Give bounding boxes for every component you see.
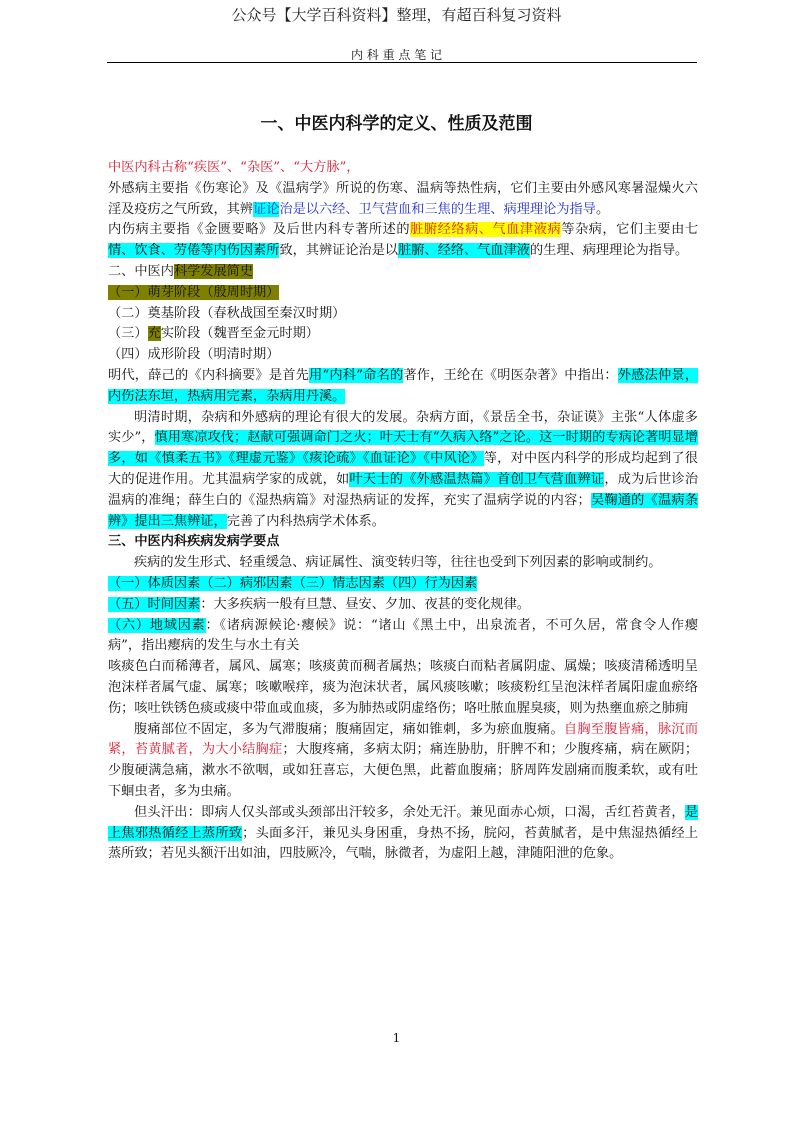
text-run: 著作，王纶在《明医杂著》中指出： bbox=[403, 367, 618, 383]
paragraph bbox=[108, 553, 698, 574]
paragraph bbox=[108, 179, 698, 221]
highlighted-text: 情、饮食、劳倦等内伤因素所 bbox=[108, 243, 280, 259]
text-run: ；头面多汗，兼见头身困重，身热不扬，脘闷，苔黄腻者，是中焦湿热循经上蒸所致；若见头额汗出如油，四肢厥冷，气喘，脉微者，为虚阳上越，津随阳泄的危象。 bbox=[108, 825, 699, 862]
highlighted-text: 脏腑、经络、气血津液 bbox=[398, 243, 530, 259]
paragraph bbox=[108, 366, 698, 408]
highlighted-text: （五）时间因素 bbox=[108, 596, 201, 612]
paragraph bbox=[108, 324, 698, 345]
text-run: 但头汗出：即病人仅头部或头颈部出汗较多，余处无汗。兼见面赤心烦，口渴，舌红苔黄者， bbox=[134, 804, 685, 820]
highlighted-text: 自胸至腹皆痛，脉沉而紧，苔黄腻者，为大小结胸症 bbox=[108, 721, 699, 758]
text-run: 实阶段（魏晋至金元时期） bbox=[160, 326, 319, 342]
highlighted-text: 三、中医内科疾病发病学要点 bbox=[108, 534, 280, 550]
highlighted-text: 是上焦邪热循经上蒸所致 bbox=[108, 804, 698, 841]
highlighted-text: 慎用寒凉攻伐；赵献可强调命门之火；叶天士有“久病入络”之论。这一时期的专病论著明显增多，如《慎柔五书》《理虚元鉴》《痎论疏》《血证论》《中风论》 bbox=[108, 430, 698, 467]
paragraph bbox=[108, 262, 698, 283]
text-run: 腹痛部位不固定，多为气滞腹痛；腹痛固定，痛如锥刺，多为瘀血腹痛。 bbox=[134, 721, 564, 737]
paragraph bbox=[108, 720, 698, 803]
paragraph bbox=[108, 532, 698, 553]
text-run: 二、中医内 bbox=[108, 263, 174, 279]
highlighted-text: 治是以六经、卫气营血和三焦的生理、病理理论为指导 bbox=[279, 201, 596, 217]
highlighted-text: （一）体质因素（二）病邪因素（三）情志因素（四）行为因素 bbox=[108, 575, 478, 591]
paragraph bbox=[108, 408, 698, 533]
text-run: ；大腹疼痛，多病太阴；痛连胁肋，肝脾不和；少腹疼痛，病在厥阴；少腹硬满急痛，漱水不欲咽，或如狂喜忘，大便色黑，此蓄血腹痛；脐周阵发剧痛而腹柔软，或有吐下蛔虫者，多为虫痛。 bbox=[108, 742, 699, 799]
document-body bbox=[108, 158, 698, 865]
top-banner: 公众号【大学百科资料】整理，有超百科复习资料 bbox=[231, 6, 562, 24]
text-run: （三） bbox=[108, 326, 148, 342]
text-run: 完善了内科热病学术体系。 bbox=[226, 513, 385, 529]
header-rule bbox=[107, 62, 697, 63]
text-run: 的生理、病理理论为指导。 bbox=[530, 243, 689, 259]
text-run: （二）奠基阶段（春秋战国至秦汉时期） bbox=[108, 305, 346, 321]
text-run: （四）成形阶段（明清时期） bbox=[108, 347, 280, 363]
text-run: 。 bbox=[595, 201, 610, 217]
page-title: 一、中医内科学的定义、性质及范围 bbox=[260, 114, 533, 134]
text-run: 内伤病主要指《金匮要略》及后世内科专著所述的 bbox=[108, 222, 411, 238]
paragraph bbox=[108, 220, 698, 262]
text-run: ：大多疾病一般有旦慧、昼安、夕加、夜甚的变化规律。 bbox=[200, 596, 530, 612]
paragraph bbox=[108, 574, 698, 595]
highlighted-text: （六）地域因素 bbox=[108, 617, 206, 633]
text-run: 疾病的发生形式、轻重缓急、病证属性、演变转归等，往往也受到下列因素的影响或制约。 bbox=[134, 555, 662, 571]
highlighted-text: 充 bbox=[147, 326, 161, 342]
highlighted-text: 外感法仲景，内伤法东垣，热病用完素，杂病用丹溪。 bbox=[108, 367, 699, 404]
text-run: 咳痰色白而稀薄者，属风、属寒；咳痰黄而稠者属热；咳痰白而粘者属阴虚、属燥；咳痰清稀透明呈泡沫样者属气虚、属寒；咳嗽喉痒，痰为泡沫状者，属风痰咳嗽；咳痰粉红呈泡沫样者属阳虚血瘀络伤；咳吐铁锈色痰或痰中带血或血痰，多为肺热或阴虚络伤；咯吐脓血腥臭痰，则为热壅血瘀之肺痈 bbox=[108, 659, 698, 716]
paragraph bbox=[108, 304, 698, 325]
paragraph bbox=[108, 616, 698, 658]
highlighted-text: 科学发展简史 bbox=[173, 263, 254, 279]
highlighted-text: 叶天士的《外感温热篇》首创卫气营血辨证 bbox=[349, 471, 605, 487]
text-run: 外感病主要指《伤寒论》及《温病学》所说的伤寒、温病等热性病，它们主要由外感风寒暑湿燥火六淫及疫疠之气所致，其辨 bbox=[108, 180, 698, 217]
text-run: 等杂病，它们主要由七 bbox=[561, 222, 699, 238]
highlighted-text: 证论 bbox=[253, 201, 280, 217]
text-run: 明清时期，杂病和外感病的理论有很大的发展。杂病方面，《景岳全书，杂证谟》主张“人体虚多实少”， bbox=[108, 409, 698, 446]
paragraph bbox=[108, 158, 698, 179]
text-run: 明代，薛己的《内科摘要》是首先 bbox=[108, 367, 310, 383]
page-number: 1 bbox=[392, 1031, 401, 1045]
paragraph bbox=[108, 595, 698, 616]
paragraph bbox=[108, 345, 698, 366]
highlighted-text: （一）萌芽阶段（殷周时期） bbox=[108, 284, 280, 300]
running-header: 内 科 重 点 笔 记 bbox=[350, 48, 443, 62]
paragraph bbox=[108, 283, 698, 304]
highlighted-text: 用“内科”命名的 bbox=[309, 367, 404, 383]
paragraph bbox=[108, 657, 698, 719]
text-run: ，成为后世诊治温病的准绳；薛生白的《湿热病篇》对湿热病证的发挥，充实了温病学说的内容； bbox=[108, 471, 699, 508]
paragraph bbox=[108, 803, 698, 865]
text-run: ：《诸病源候论·瘿候》说：“诸山《黑土中，出泉流者，不可久居，常食令人作瘿病”，指出瘿病的发生与水土有关 bbox=[108, 617, 699, 654]
text-run: 致，其辨证论治是以 bbox=[279, 243, 399, 259]
text-run: 等，对中医内科学的形成均起到了很大的促进作用。尤其温病学家的成就，如 bbox=[108, 451, 698, 487]
highlighted-text: 吴鞠通的《温病条辨》提出三焦辨证， bbox=[108, 492, 699, 529]
highlighted-text: 中医内科古称“疾医”、“杂医”、“大方脉”， bbox=[108, 160, 360, 175]
highlighted-text: 脏腑经络病、气血津液病 bbox=[410, 222, 562, 238]
